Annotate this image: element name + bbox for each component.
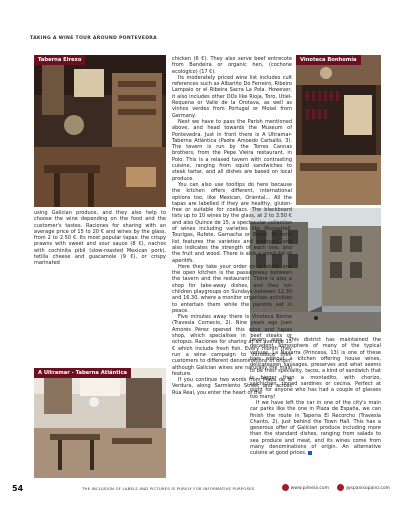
paragraph: Five minutes away there is Vinoteca Bonne (Travesía Cornecio, 2). Nine years ago Juan Amorés Pérez opened this wine and tapas shop, which specialises in beef steaks or octopus. Raciones for sharing at an average 15 € which include fresh fish. Every month they run a wine campaign to introduce their customers to different denominations of origin, although Galician wines are naturally the main feature. — [172, 314, 292, 377]
website-link[interactable] — [282, 484, 329, 491]
paragraph: Its moderately priced wine list includes cult references such as Albariño Do Ferreiro, Ribeiro Lampaio or el Ribeira Sacra La Pola. However, it also includes other DOs like Rioja, Toro, Utiel-Requena or Valle de la Orotava, as well as vinhos verdes from Portugal or Mosel from Germany. — [172, 74, 292, 119]
paragraph: using Galician produce, and they also help to choose the wine depending on the food and the customer's tastes. Raciones for sharing with an average price of 15 to 20 € and wines by the glass, from 2 to 2.50 €. Its most popular tapas: the crispy prawns with sweet and sour sauce (8 €), nachos with cochinita pibil (slow-roasted Mexican pork), tetilla cheese and guacamole (9 €), or crispy marinated — [34, 210, 166, 267]
paragraph: chicken (6 €). They also serve beef entrecote from Bandeira or organic hen, (cochone ecológico) (17 €). — [172, 56, 292, 75]
tavern-interior-image — [34, 55, 166, 207]
paragraph: If you continue two words from Plaza de la Verdura, along Sarmiento Street and across Rúa Real, you enter the heart of the — [172, 377, 292, 396]
photo-ultramar — [34, 368, 166, 478]
paragraph — [250, 400, 381, 457]
social-link[interactable] — [337, 484, 390, 491]
restaurant-image — [34, 368, 166, 478]
page-number: 54 — [12, 484, 24, 493]
article-column-1 — [34, 210, 166, 267]
end-mark-icon — [308, 451, 312, 455]
running-title: TAKING A WINE TOUR AROUND PONTEVEDRA — [30, 36, 158, 41]
globe-icon — [282, 484, 289, 491]
article-column-3 — [250, 337, 381, 457]
photo-caption: Taberna Eirexo — [34, 55, 85, 65]
paragraph: Here they take your order on a tablet, and the open kitchen is the passageway between the tavern and the restaurant. There is also a shop for take-away dishes, and they run children playgroups on Sundays between 12.30 and 16.30, where a monitor organises activities to entertain them while the parents eat in peace. — [172, 263, 292, 314]
photo-caption: A Ultramar - Taberna Atlántica — [34, 368, 131, 378]
social-icon — [337, 484, 344, 491]
photo-caption: Vinoteca Bonhomía — [296, 55, 361, 65]
photo-taberna-eirexo — [34, 55, 166, 207]
photo-vinoteca — [296, 55, 381, 205]
website-text: www.pimeia.com — [290, 486, 329, 491]
paragraph: tavern area. This district has maintained the decadent atmosphere of many of the typical venues. La Navarra (Princesa, 13) is one of these bars without a kitchen offering house wines, delicatessen sausages, preserves and what seems to be their speciality, tacos, a kind of sandwich that is bigger than a montadito, with chorizo, salchichón, tinned sardines or cecina. Perfect at night for anyone who has had a couple of glasses too many! — [250, 337, 381, 400]
paragraph: You can also use tooltips do here because the kitchen offers different, international options too, like Mexican, Oriental… All the tapas are labelled if they are healthy, gluten-free or suitable for coeliacs. The blackboard lists up to 10 wines by the glass, at 2 to 3.50 € and also Quince de 15, a spectacular collection of wines including varieties like Monastrell, Tourigas, Rufete, Garnacha or Bobal. Its wine list features the varieties and vintages, and also indicates the strength of each one, and the fruit and wood. There is also a good list of aperitifs. — [172, 181, 292, 264]
paragraph: Next we have to pass the Parish mentioned above, and head towards the Museum of Pontevedra. Just in front there is A Ultramar-Taberna Atlántica (Padre Amoedo Carballo, 3). The tavern is run by the Torres Cannas brothers, from the Pepe Vieira restaurant, in Poio. This is a relaxed tavern with contrasting cuisine, ranging from squid sandwiches to steak tartar, and all dishes are based on local produce. — [172, 118, 292, 182]
page-footer — [12, 482, 390, 494]
footer-links — [282, 484, 390, 491]
paragraph-text: If we have left the car in one of the city's main car parks like the one in Plaza de España, we can finish the route in Taperia El Recorcho (Travesía Chanto, 2), just behind the Town Hall. This has a generous offer of Galician produce including more than the standard dishes, ranging from salads to sea produce and meat, and its wines come from many denominations of origin. An alternative cuisine at good prices. — [250, 399, 381, 457]
social-text: @spanisopairo.com — [346, 486, 390, 491]
footer-note: THE INCLUSION OF LABELS AND PICTURES IS PURELY FOR INFORMATIVE PURPOSES — [82, 486, 255, 491]
wine-bar-image — [296, 55, 381, 205]
